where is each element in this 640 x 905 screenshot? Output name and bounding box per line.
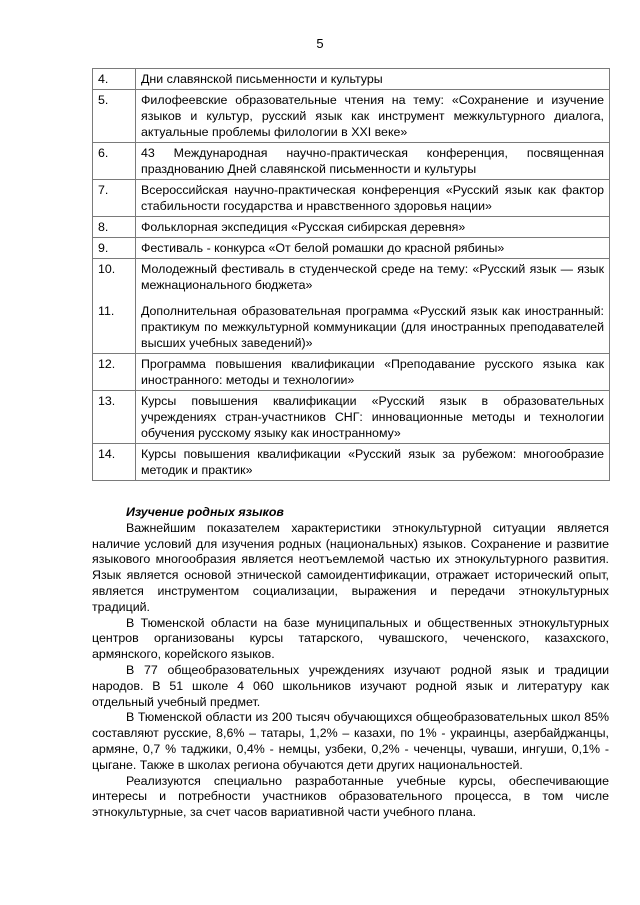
row-text: Курсы повышения квалификации «Русский язык в образовательных учреждениях стран-участников СНГ: инновационные методы и технологии обучения русскому языку как иностранному» [136, 391, 610, 444]
row-number: 13. [93, 391, 136, 444]
row-number: 7. [93, 180, 136, 217]
paragraph: В 77 общеобразовательных учреждениях изучают родной язык и традиции народов. В 51 школе 4 060 школьников изучают родной язык и литературу как отдельный учебный предмет. [92, 662, 609, 709]
row-text: Курсы повышения квалификации «Русский язык за рубежом: многообразие методик и практик» [136, 444, 610, 481]
native-languages-section [92, 505, 609, 821]
row-text: Фестиваль - конкурса «От белой ромашки до красной рябины» [136, 238, 610, 259]
table-row [93, 90, 610, 143]
table-row [93, 444, 610, 481]
row-number: 14. [93, 444, 136, 481]
row-text: Дни славянской письменности и культуры [136, 69, 610, 90]
paragraph: В Тюменской области на базе муниципальных и общественных этнокультурных центров организованы курсы татарского, чувашского, чеченского, казахского, армянского, корейского языков. [92, 615, 609, 662]
table-row [93, 143, 610, 180]
row-text: Молодежный фестиваль в студенческой среде на тему: «Русский язык — язык межнационального бюджета» [136, 259, 610, 296]
table-row [93, 259, 610, 296]
row-text: 43 Международная научно-практическая конференция, посвященная празднованию Дней славянской письменности и культуры [136, 143, 610, 180]
table-row [93, 238, 610, 259]
row-number: 4. [93, 69, 136, 90]
row-number: 9. [93, 238, 136, 259]
row-number: 8. [93, 217, 136, 238]
paragraph: В Тюменской области из 200 тысяч обучающихся общеобразовательных школ 85% составляют русские, 8,6% – татары, 1,2% – казахи, по 1% - украинцы, азербайджанцы, армяне, 0,7 % таджики, 0,4% - немцы, узбеки, 0,2% - чеченцы, чуваши, ингуши, 0,1% - цыгане. Также в школах региона обучаются дети других национальностей. [92, 710, 609, 772]
section-heading: Изучение родных языков [126, 505, 284, 519]
row-number: 10. [93, 259, 136, 296]
paragraph: Реализуются специально разработанные учебные курсы, обеспечивающие интересы и потребности участников образовательного процесса, в том числе этнокультурные, за счет часов вариативной части учебного плана. [92, 773, 609, 820]
paragraph: Важнейшим показателем характеристики этнокультурной ситуации является наличие условий для изучения родных (национальных) языков. Сохранение и развитие языкового многообразия является неотъемлемой частью их этнокультурного развития. Язык является основой этнической самоидентификации, отражает исторический опыт, является инструментом социализации, выражения и передачи этнокультурных традиций. [92, 520, 609, 614]
row-number: 6. [93, 143, 136, 180]
row-number: 12. [93, 354, 136, 391]
table-row [93, 354, 610, 391]
table-row [93, 391, 610, 444]
row-text: Программа повышения квалификации «Преподавание русского языка как иностранного: методы и технологии» [136, 354, 610, 391]
row-text: Филофеевские образовательные чтения на тему: «Сохранение и изучение языков и культур, русский язык как инструмент межкультурного диалога, актуальные проблемы филологии в XXI веке» [136, 90, 610, 143]
row-text: Всероссийская научно-практическая конференция «Русский язык как фактор стабильности государства и нравственного здоровья нации» [136, 180, 610, 217]
table-row [93, 295, 610, 354]
row-number: 11. [93, 295, 136, 354]
row-text: Фольклорная экспедиция «Русская сибирская деревня» [136, 217, 610, 238]
row-number: 5. [93, 90, 136, 143]
table-row [93, 217, 610, 238]
table-row [93, 69, 610, 90]
row-text: Дополнительная образовательная программа «Русский язык как иностранный: практикум по межкультурной коммуникации (для иностранных преподавателей высших учебных заведений)» [136, 295, 610, 354]
events-table [92, 68, 610, 481]
page-number: 5 [316, 36, 324, 51]
table-row [93, 180, 610, 217]
